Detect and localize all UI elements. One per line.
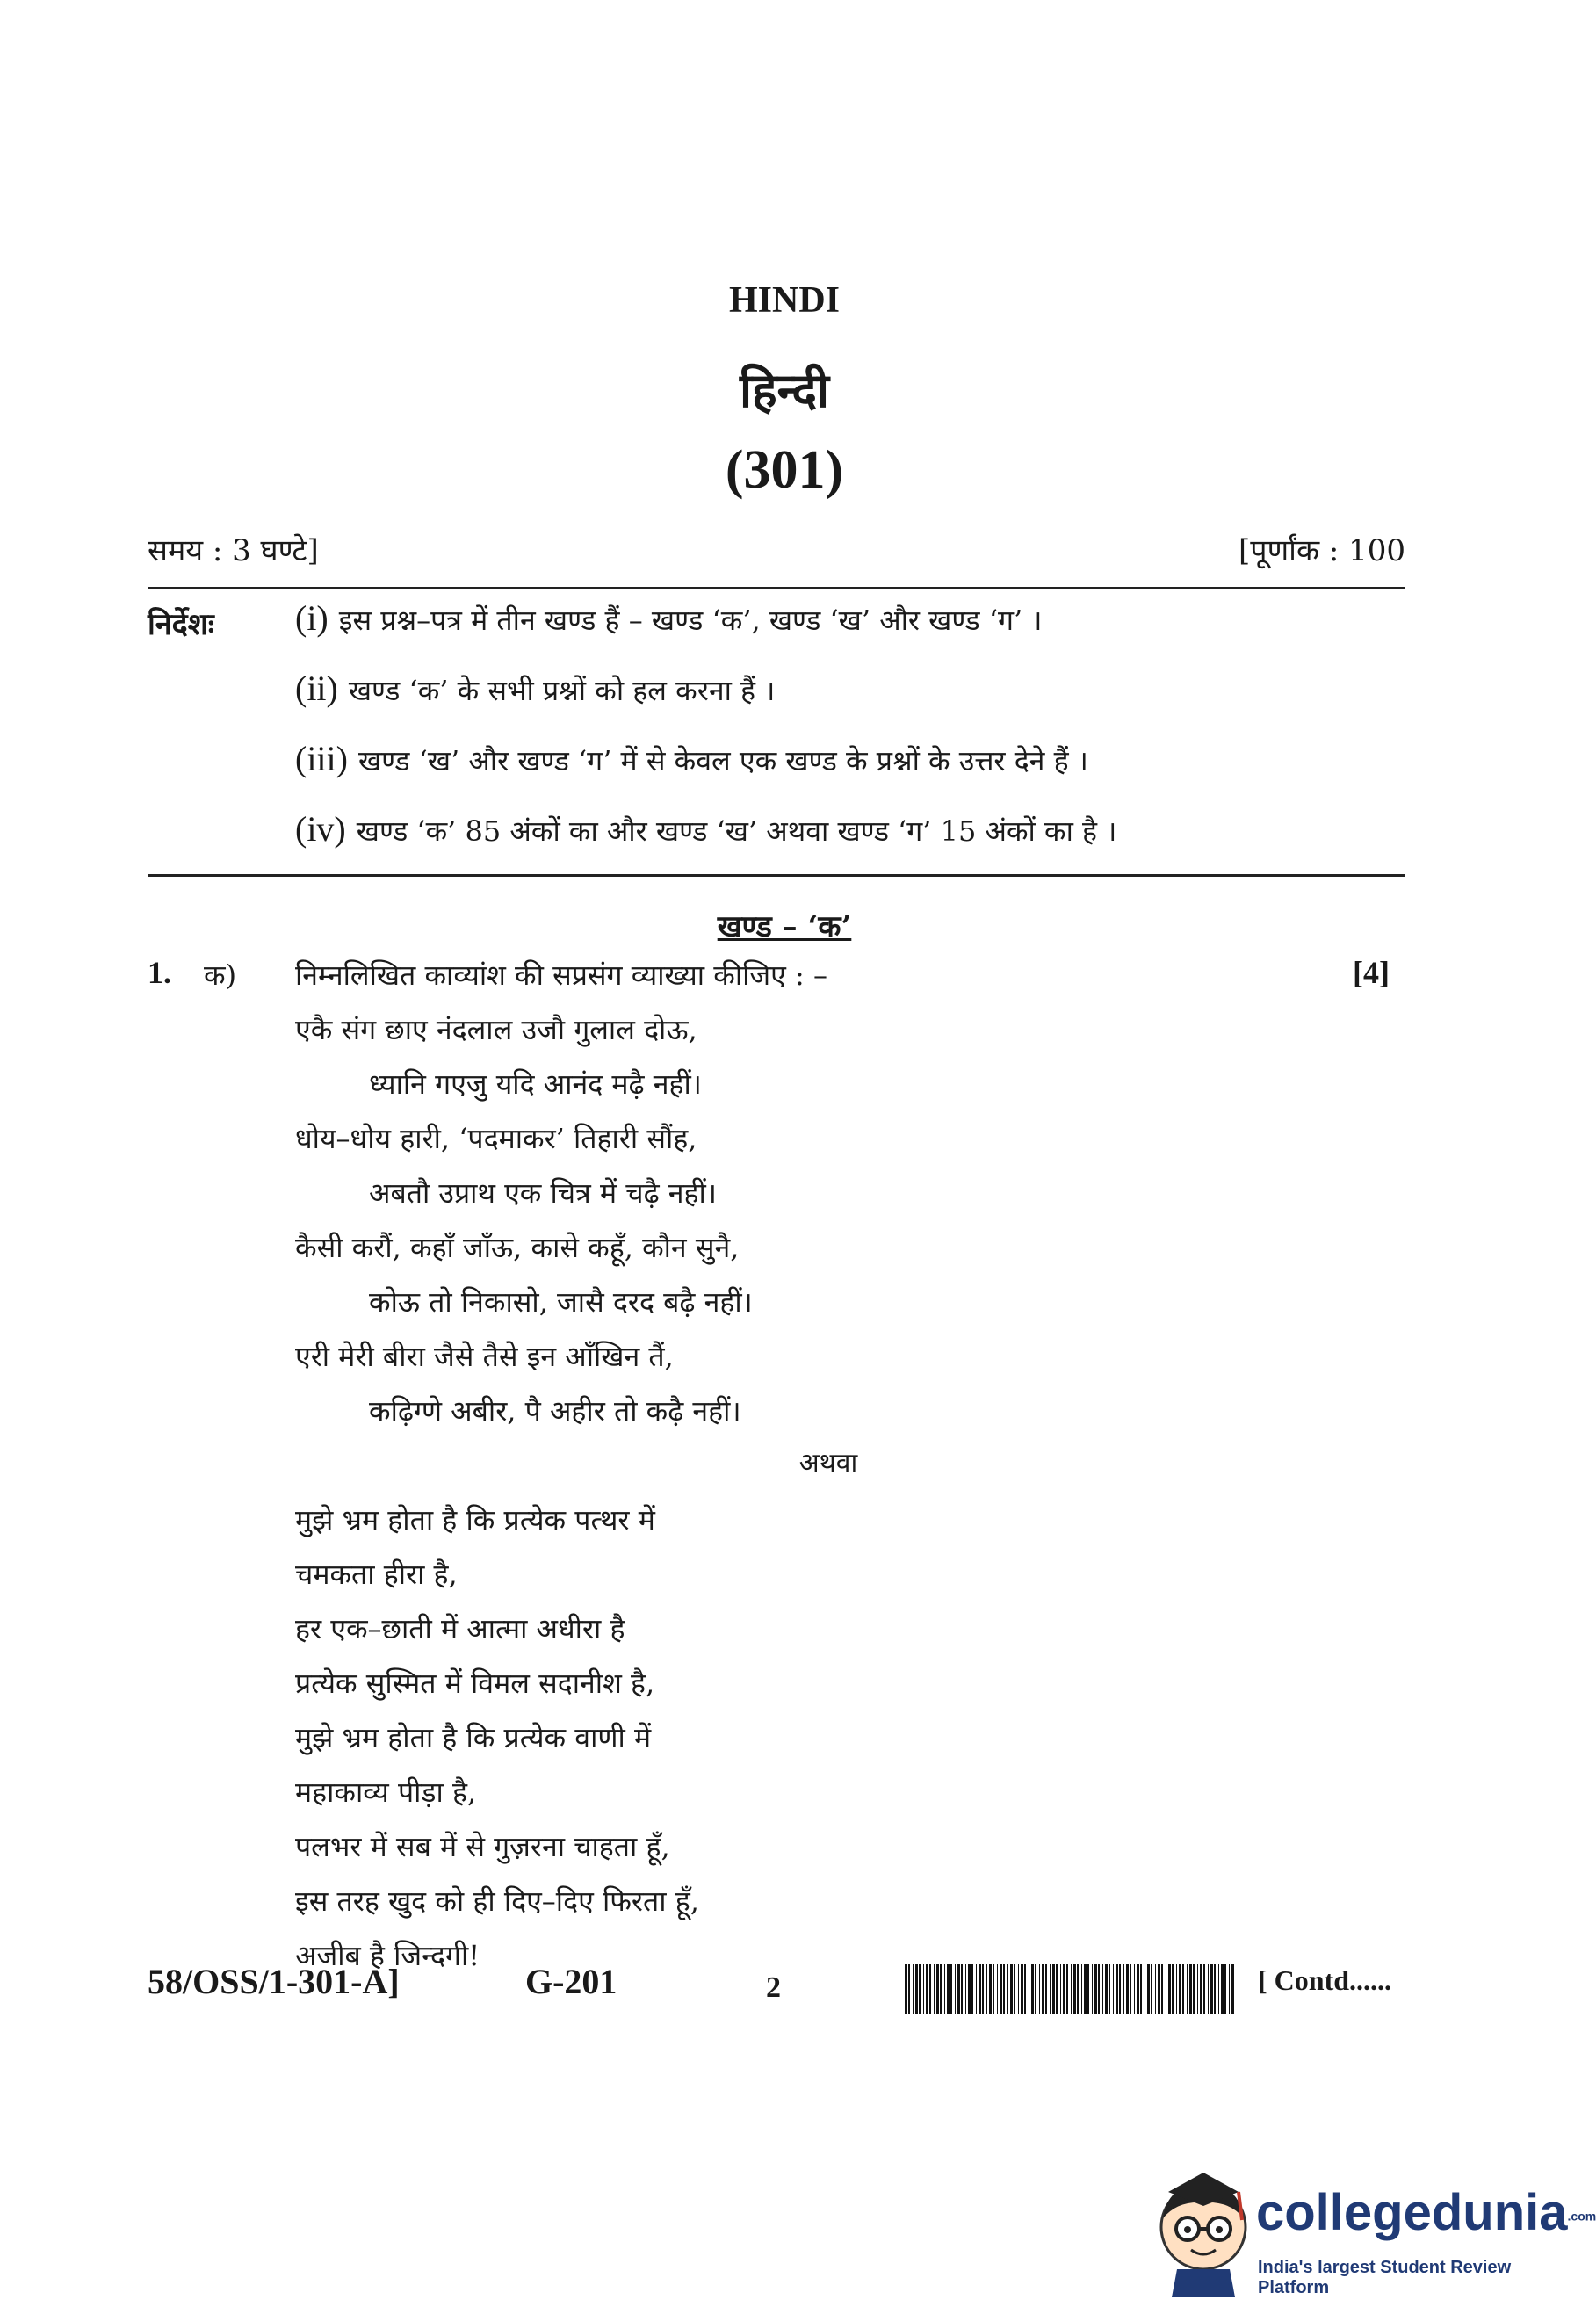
verse-line: एकै संग छाए नंदलाल उजौ गुलाल दोऊ, [295, 1013, 697, 1046]
verse-line: ध्यानि गएजु यदि आनंद मढ़ै नहीं। [369, 1067, 702, 1101]
paper-code: 58/OSS/1-301-A] [148, 1962, 400, 2001]
instruction-item [295, 808, 1116, 850]
verse-line: मुझे भ्रम होता है कि प्रत्येक वाणी में [295, 1721, 652, 1754]
header-divider [148, 587, 1405, 589]
verse-line: धोय–धोय हारी, ‘पदमाकर’ तिहारी सौंह, [295, 1122, 697, 1155]
verse-line: मुझे भ्रम होता है कि प्रत्येक पत्थर में [295, 1503, 655, 1537]
verse-line: इस तरह खुद को ही दिए–दिए फिरता हूँ, [295, 1884, 699, 1918]
instructions-label: निर्देशः [148, 607, 214, 642]
verse-line: एरी मेरी बीरा जैसे तैसे इन आँखिन तैं, [295, 1340, 674, 1373]
brand-name [1256, 2183, 1596, 2242]
verse-line: कैसी करौं, कहाँ जाँऊ, कासे कहूँ, कौन सुनै, [295, 1231, 740, 1264]
instruction-text: खण्ड ‘क’ 85 अंकों का और खण्ड ‘ख’ अथवा खण्ड ‘ग’ 15 अंकों का है । [356, 814, 1117, 848]
instruction-text: खण्ड ‘क’ के सभी प्रश्नों को हल करना हैं । [348, 674, 776, 707]
instruction-number: (iv) [295, 809, 346, 849]
instruction-item [295, 738, 1088, 779]
verse-line: पलभर में सब में से गुज़रना चाहता हूँ, [295, 1830, 670, 1863]
instruction-text: खण्ड ‘ख’ और खण्ड ‘ग’ में से केवल एक खण्ड के प्रश्नों के उत्तर देने हैं । [357, 744, 1088, 777]
instruction-text: इस प्रश्न–पत्र में तीन खण्ड हैं – खण्ड ‘क’, खण्ड ‘ख’ और खण्ड ‘ग’ । [338, 604, 1043, 637]
instruction-item [295, 597, 1043, 639]
continued-label: [ Contd...... [1258, 1964, 1392, 1996]
max-marks: [पूर्णांक : 100 [1239, 533, 1406, 568]
instruction-number: (iii) [295, 739, 348, 778]
verse-line: महाकाव्य पीड़ा है, [295, 1775, 477, 1809]
instruction-number: (ii) [295, 669, 338, 708]
question-text: निम्नलिखित काव्यांश की सप्रसंग व्याख्या कीजिए : – [295, 958, 827, 992]
barcode [905, 1964, 1237, 2014]
page-number: 2 [766, 1971, 781, 2004]
series-code: G-201 [525, 1962, 617, 2001]
verse-line: अबतौ उप्राथ एक चित्र में चढ़ै नहीं। [369, 1176, 717, 1210]
instruction-item [295, 668, 775, 709]
collegedunia-mascot-logo [1151, 2157, 1256, 2297]
verse-line: कढ़िग्णे अबीर, पै अहीर तो कढ़ै नहीं। [369, 1394, 741, 1428]
subject-code: (301) [725, 440, 844, 500]
verse-line: प्रत्येक सुस्मित में विमल सदानीश है, [295, 1667, 655, 1700]
verse-line: हर एक–छाती में आत्मा अधीरा है [295, 1612, 625, 1645]
question-number: 1. [148, 955, 171, 990]
brand-word: collegedunia [1256, 2184, 1568, 2241]
question-marks: [4] [1353, 955, 1390, 990]
subject-english: HINDI [728, 280, 841, 321]
verse-line: चमकता हीरा है, [295, 1558, 458, 1591]
section-title: खण्ड – ‘क’ [717, 909, 852, 944]
brand-tagline: India's largest Student Review Platform [1258, 2258, 1512, 2297]
verse-line: कोऊ तो निकासो, जासै दरद बढ़ै नहीं। [369, 1285, 753, 1319]
instructions-divider [148, 874, 1405, 877]
or-separator: अथवा [798, 1448, 858, 1479]
verse-line: अजीब है जिन्दगी! [295, 1939, 480, 1972]
brand-suffix: .com [1567, 2209, 1596, 2224]
subject-hindi: हिन्दी [739, 362, 829, 418]
time-allowed: समय : 3 घण्टे] [148, 533, 319, 568]
question-sub-label: क) [204, 958, 237, 992]
instruction-number: (i) [295, 598, 329, 638]
